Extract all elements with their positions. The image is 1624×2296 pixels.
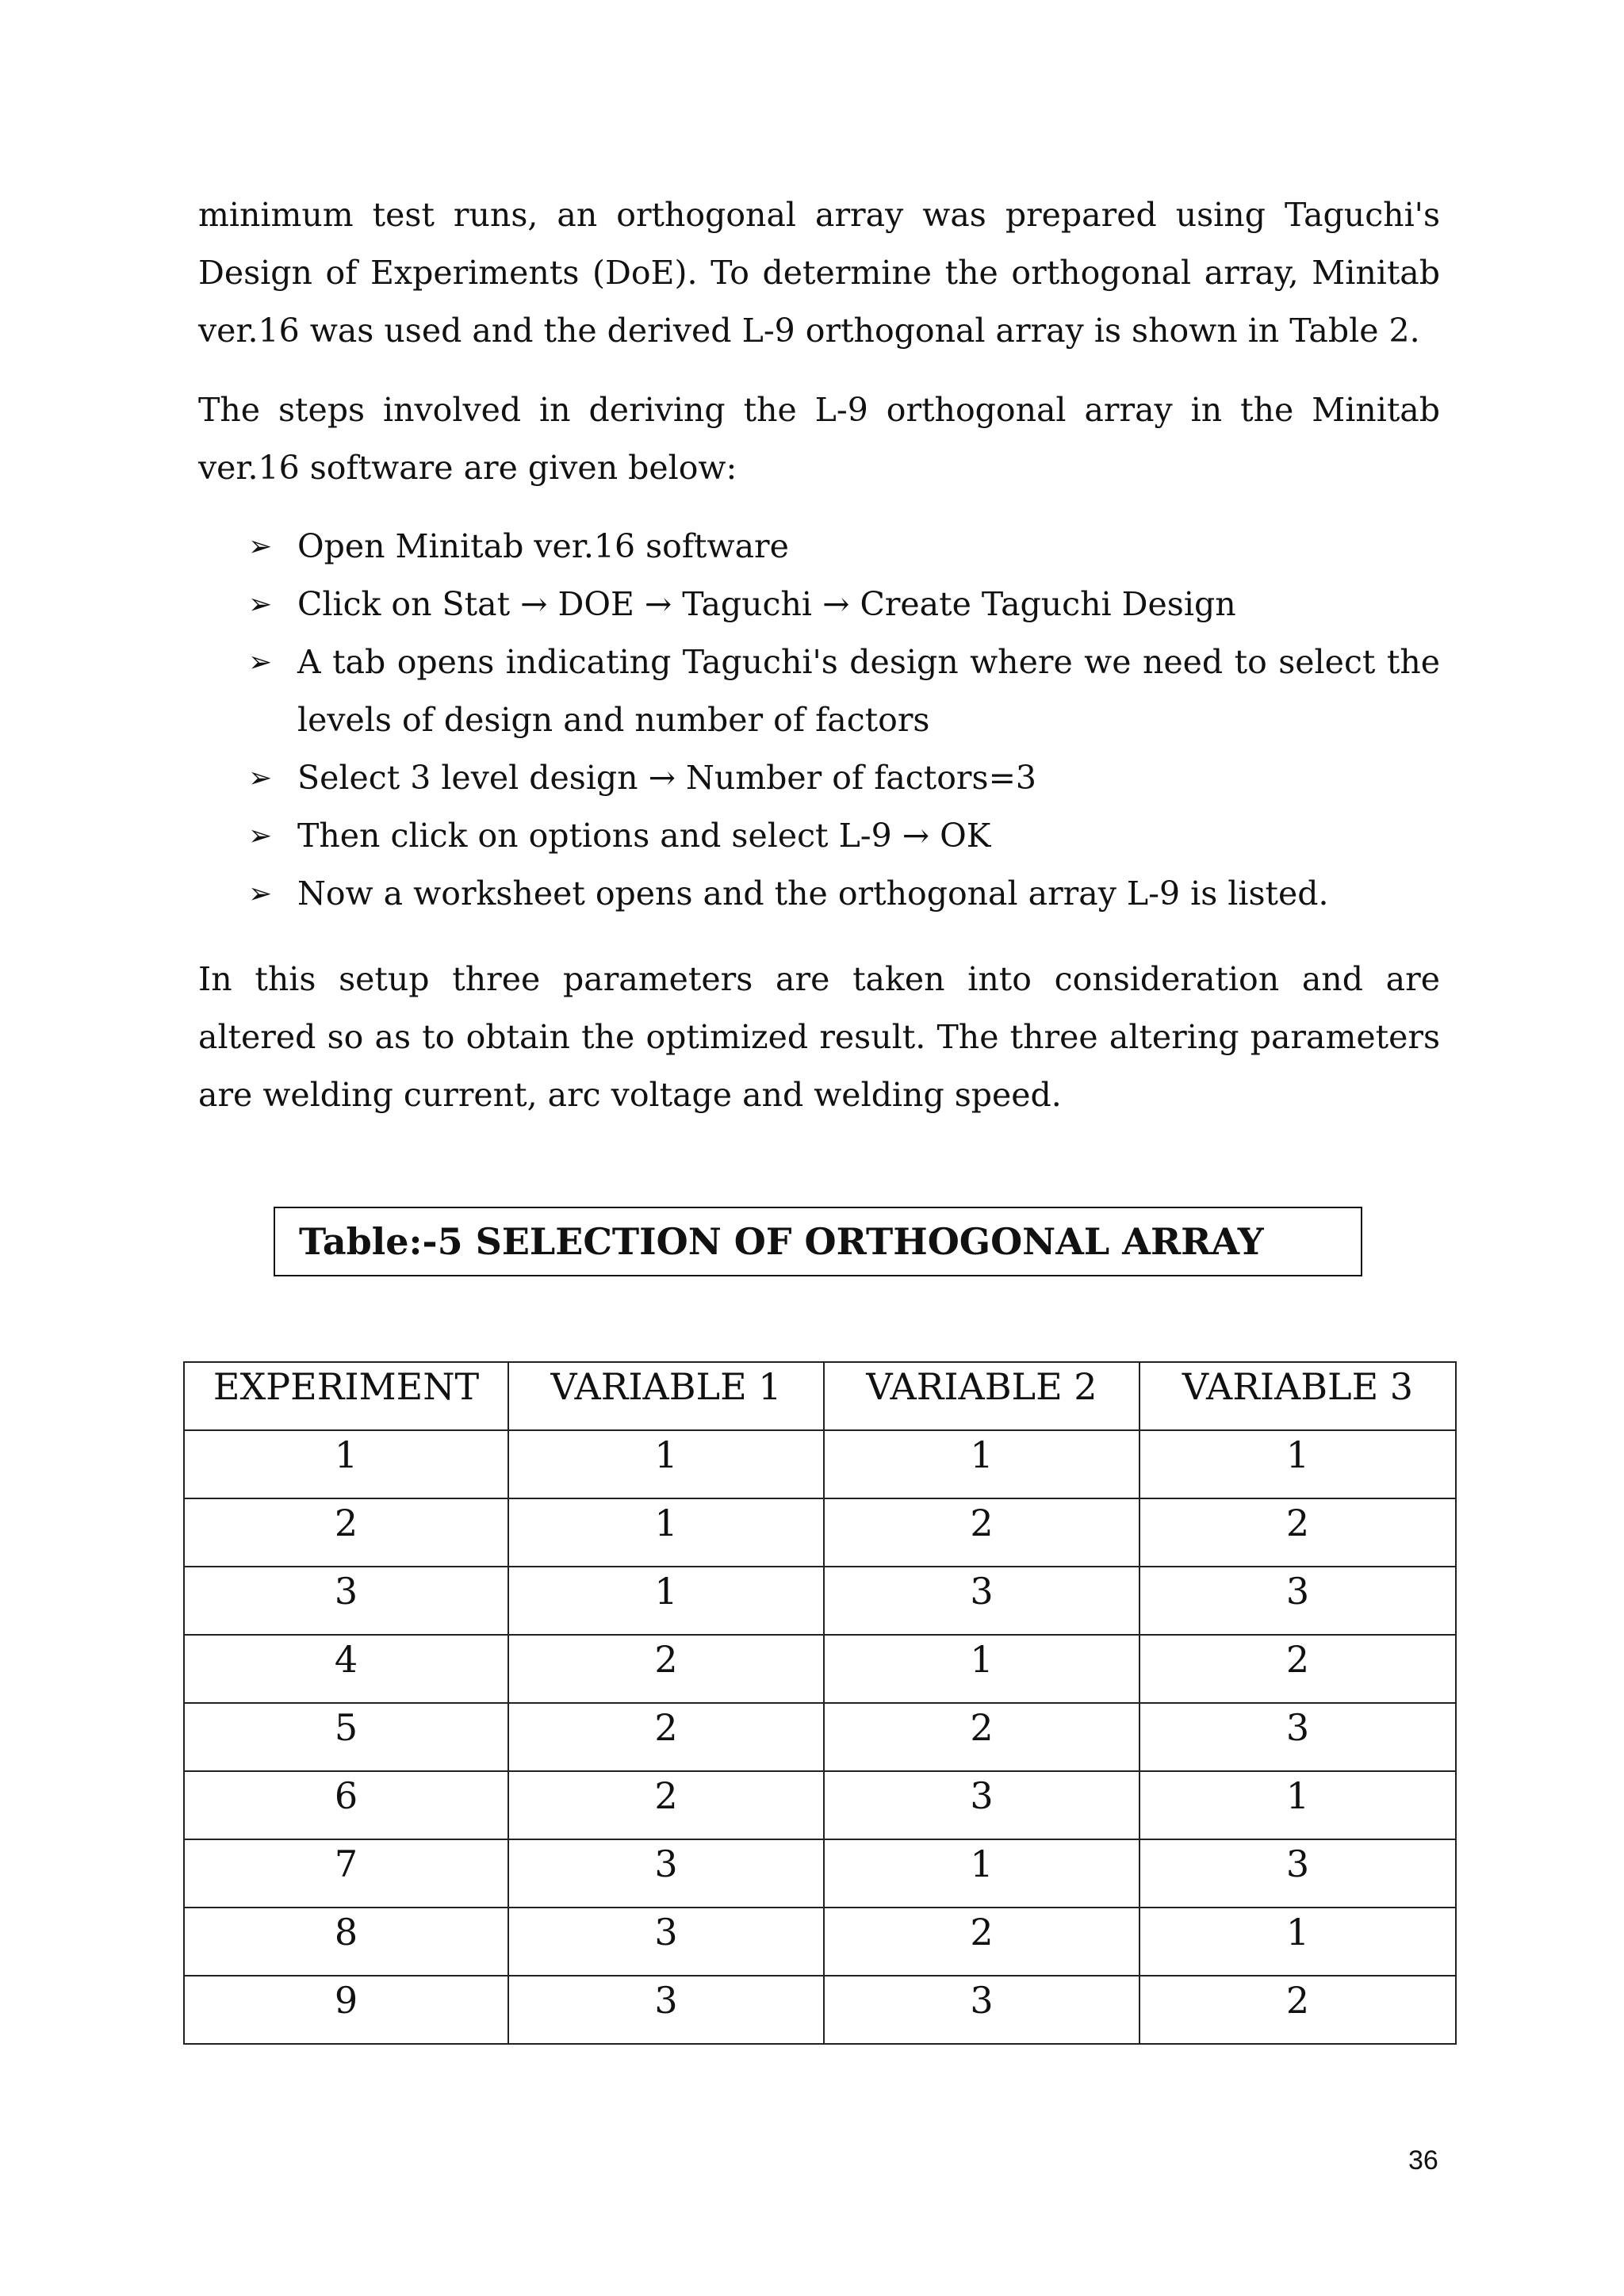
table-cell: 3 <box>508 1976 824 2044</box>
table-cell: 3 <box>184 1567 508 1635</box>
column-header-variable-2: VARIABLE 2 <box>824 1362 1139 1430</box>
paragraph-parameters: In this setup three parameters are taken into consideration and are altered so as to obtain the optimized result. The three altering parameters are welding current, arc voltage and welding speed. <box>198 960 1440 1114</box>
table-row <box>184 1839 1456 1908</box>
table-cell: 2 <box>824 1703 1139 1771</box>
table-cell: 7 <box>184 1839 508 1908</box>
table-cell: 3 <box>508 1908 824 1976</box>
table-cell: 6 <box>184 1771 508 1839</box>
table-cell: 5 <box>184 1703 508 1771</box>
table-cell: 3 <box>1139 1703 1456 1771</box>
table-cell: 2 <box>824 1908 1139 1976</box>
table-cell: 3 <box>508 1839 824 1908</box>
table-cell: 8 <box>184 1908 508 1976</box>
arrow-bullet-icon: ➢ <box>248 530 273 563</box>
list-item: ➢ Open Minitab ver.16 software <box>248 518 1440 576</box>
table-row <box>184 1703 1456 1771</box>
table-cell: 1 <box>1139 1908 1456 1976</box>
table-caption-box <box>274 1207 1362 1276</box>
table-row <box>184 1635 1456 1703</box>
table-cell: 3 <box>1139 1567 1456 1635</box>
table-cell: 9 <box>184 1976 508 2044</box>
list-item: ➢ Now a worksheet opens and the orthogonal array L-9 is listed. <box>248 865 1440 923</box>
table-cell: 1 <box>184 1430 508 1498</box>
arrow-bullet-icon: ➢ <box>248 762 273 794</box>
table-row <box>184 1976 1456 2044</box>
arrow-bullet-icon: ➢ <box>248 646 273 679</box>
table-row <box>184 1908 1456 1976</box>
table-cell: 1 <box>824 1839 1139 1908</box>
column-header-variable-3: VARIABLE 3 <box>1139 1362 1456 1430</box>
list-item: ➢ Then click on options and select L-9 → OK <box>248 807 1440 865</box>
table-cell: 4 <box>184 1635 508 1703</box>
table-cell: 3 <box>824 1567 1139 1635</box>
table-cell: 1 <box>1139 1430 1456 1498</box>
list-item: ➢ Click on Stat → DOE → Taguchi → Create Taguchi Design <box>248 576 1440 633</box>
table-cell: 2 <box>1139 1635 1456 1703</box>
table-cell: 2 <box>508 1771 824 1839</box>
paragraph-steps-intro: The steps involved in deriving the L-9 orthogonal array in the Minitab ver.16 software are given below: <box>198 391 1440 487</box>
table-cell: 2 <box>1139 1976 1456 2044</box>
steps-list <box>198 518 1440 923</box>
table-cell: 2 <box>824 1498 1139 1567</box>
table-cell: 2 <box>184 1498 508 1567</box>
table-cell: 3 <box>824 1771 1139 1839</box>
table-cell: 1 <box>1139 1771 1456 1839</box>
arrow-bullet-icon: ➢ <box>248 820 273 852</box>
table-cell: 1 <box>508 1430 824 1498</box>
table-cell: 1 <box>824 1430 1139 1498</box>
table-caption: Table:-5 SELECTION OF ORTHOGONAL ARRAY <box>299 1220 1264 1263</box>
table-header-row <box>184 1362 1456 1430</box>
table-cell: 3 <box>1139 1839 1456 1908</box>
table-cell: 1 <box>508 1498 824 1567</box>
table-row <box>184 1430 1456 1498</box>
orthogonal-array-table <box>183 1361 1457 2045</box>
list-item: ➢ Select 3 level design → Number of factors=3 <box>248 749 1440 807</box>
table-cell: 2 <box>508 1703 824 1771</box>
page-number: 36 <box>1408 2145 1438 2175</box>
table-row <box>184 1567 1456 1635</box>
table-cell: 1 <box>508 1567 824 1635</box>
page-content <box>198 186 1440 1124</box>
column-header-variable-1: VARIABLE 1 <box>508 1362 824 1430</box>
table-cell: 2 <box>508 1635 824 1703</box>
list-item: ➢ A tab opens indicating Taguchi's design where we need to select the levels of design and number of factors <box>248 633 1440 749</box>
table-cell: 3 <box>824 1976 1139 2044</box>
table-row <box>184 1771 1456 1839</box>
column-header-experiment: EXPERIMENT <box>184 1362 508 1430</box>
arrow-bullet-icon: ➢ <box>248 588 273 621</box>
table-cell: 2 <box>1139 1498 1456 1567</box>
arrow-bullet-icon: ➢ <box>248 878 273 910</box>
paragraph-intro: minimum test runs, an orthogonal array was prepared using Taguchi's Design of Experiments (DoE). To determine the orthogonal array, Minitab ver.16 was used and the derived L-9 orthogonal array is shown in Table 2. <box>198 196 1440 350</box>
table-row <box>184 1498 1456 1567</box>
table-cell: 1 <box>824 1635 1139 1703</box>
